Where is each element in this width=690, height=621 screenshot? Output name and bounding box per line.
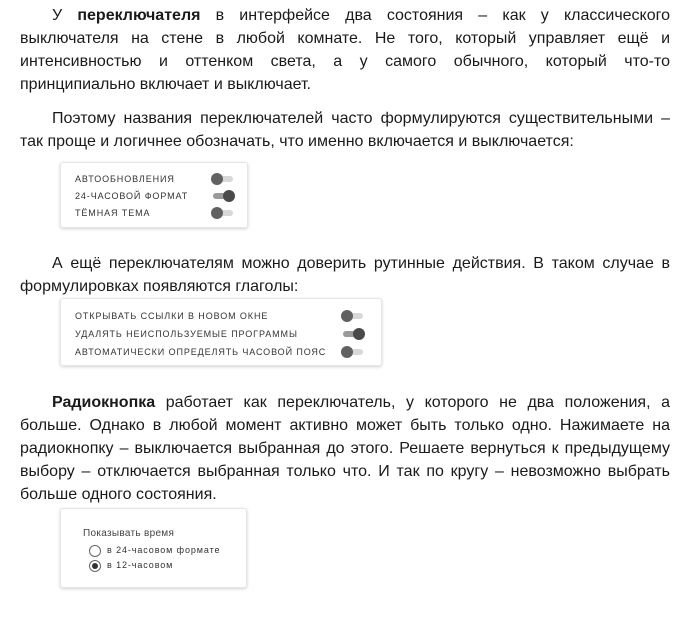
toggle-row[interactable] — [75, 308, 367, 324]
paragraph-toggle-verbs: А ещё переключателям можно доверить рутинные действия. В таком случае в формулировках появляются глаголы: — [20, 255, 670, 295]
toggle-label: АВТООБНОВЛЕНИЯ — [75, 174, 175, 184]
radio-button[interactable] — [89, 560, 101, 572]
toggle-row[interactable] — [75, 188, 233, 204]
toggle-switch-24h-format[interactable] — [211, 190, 235, 202]
toggle-row[interactable] — [75, 205, 233, 221]
paragraph-toggle-nouns: Поэтому названия переключателей часто формулируются существительными – так проще и логичнее обозначать, что именно включается и выключается: — [20, 110, 670, 150]
toggle-card-verbs — [60, 298, 382, 366]
toggle-row[interactable] — [75, 326, 367, 342]
toggle-switch-auto-update[interactable] — [211, 173, 235, 185]
radio-group-title: Показывать время — [83, 528, 175, 539]
paragraph-radio: Радиокнопка работает как переключатель, у которого не два положения, а больше. Однако в любой момент активно может быть только одно. Нажимаете на радиокнопку – выключается выбранная до этого. Решаете вернуться к предыдущему выбору – отключается выбранная только что. И так по кругу – невозможно выбрать больше одного состояния. — [20, 394, 670, 503]
paragraph-toggle-intro: У переключателя в интерфейсе два состояния – как у классического выключателя на стене в любой комнате. Не того, который управляет ещё и интенсивностью и оттенком света, а у самого обычного, который что-то принципиально включает и выключает. — [20, 7, 671, 93]
term-radio-button: Радиокнопка — [52, 394, 156, 411]
toggle-card-nouns — [60, 162, 248, 228]
toggle-row[interactable] — [75, 171, 233, 187]
toggle-switch-remove-unused[interactable] — [341, 328, 365, 340]
radio-option-label: в 12-часовом — [107, 560, 174, 570]
toggle-label: АВТОМАТИЧЕСКИ ОПРЕДЕЛЯТЬ ЧАСОВОЙ ПОЯС — [75, 347, 327, 357]
toggle-switch-auto-timezone[interactable] — [341, 346, 365, 358]
toggle-label: УДАЛЯТЬ НЕИСПОЛЬЗУЕМЫЕ ПРОГРАММЫ — [75, 329, 298, 339]
toggle-label: ОТКРЫВАТЬ ССЫЛКИ В НОВОМ ОКНЕ — [75, 311, 269, 321]
toggle-label: ТЁМНАЯ ТЕМА — [75, 208, 151, 218]
radio-button[interactable] — [89, 545, 101, 557]
term-toggle: переключателя — [77, 7, 201, 24]
toggle-label: 24-ЧАСОВОЙ ФОРМАТ — [75, 191, 189, 201]
radio-card — [60, 508, 247, 588]
toggle-switch-open-links[interactable] — [341, 310, 365, 322]
toggle-switch-dark-theme[interactable] — [211, 207, 235, 219]
toggle-row[interactable] — [75, 344, 367, 360]
radio-option-label: в 24-часовом формате — [107, 545, 221, 555]
